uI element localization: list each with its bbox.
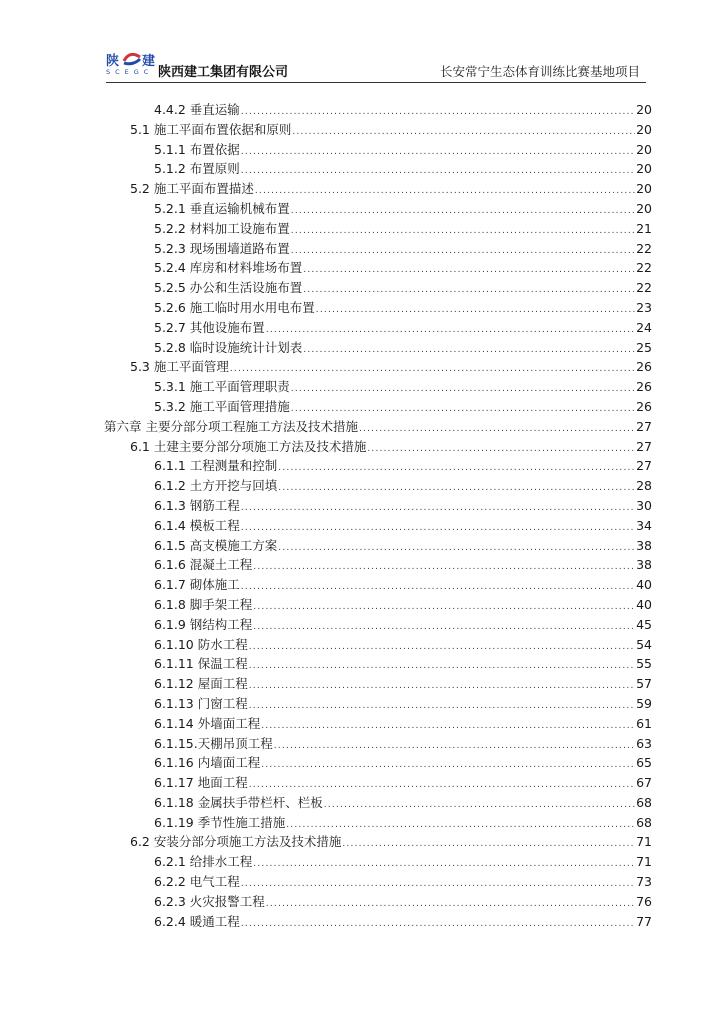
toc-entry-label: 6.1.3 钢筋工程 xyxy=(154,497,240,513)
toc-dot-leader xyxy=(241,103,635,123)
toc-entry[interactable] xyxy=(104,239,652,259)
toc-entry-page: 27 xyxy=(636,418,652,434)
toc-entry-label: 6.2 安装分部分项施工方法及技术措施 xyxy=(130,834,342,850)
toc-entry-label: 5.2.5 办公和生活设施布置 xyxy=(154,280,303,296)
toc-entry-label: 6.1.8 脚手架工程 xyxy=(154,596,253,612)
project-name: 长安常宁生态体育训练比赛基地项目 xyxy=(439,64,640,79)
toc-dot-leader xyxy=(274,737,635,757)
toc-dot-leader xyxy=(255,182,635,202)
toc-entry[interactable] xyxy=(104,912,652,932)
toc-entry[interactable] xyxy=(104,338,652,358)
toc-entry-label: 6.1.13 门窗工程 xyxy=(154,695,248,711)
toc-entry[interactable] xyxy=(104,476,652,496)
toc-entry-label: 6.2.4 暖通工程 xyxy=(154,913,240,929)
toc-entry-label: 6.1 土建主要分部分项施工方法及技术措施 xyxy=(130,438,367,454)
toc-entry-label: 5.2.1 垂直运输机械布置 xyxy=(154,200,290,216)
toc-entry-label: 6.1.17 地面工程 xyxy=(154,775,248,791)
toc-entry-page: 59 xyxy=(636,695,652,711)
logo-mark-icon xyxy=(122,51,142,67)
toc-dot-leader xyxy=(292,123,635,143)
toc-entry-label: 6.1.18 金属扶手带栏杆、栏板 xyxy=(154,794,323,810)
toc-entry-page: 67 xyxy=(636,775,652,791)
toc-entry-page: 71 xyxy=(636,834,652,850)
toc-entry-page: 22 xyxy=(636,280,652,296)
toc-entry[interactable] xyxy=(104,555,652,575)
toc-dot-leader xyxy=(261,756,635,776)
toc-entry-label: 6.1.7 砌体施工 xyxy=(154,577,240,593)
toc-dot-leader xyxy=(266,321,635,341)
toc-entry-label: 5.3.1 施工平面管理职责 xyxy=(154,379,290,395)
toc-entry-page: 77 xyxy=(636,913,652,929)
toc-entry[interactable] xyxy=(104,357,652,377)
toc-entry[interactable] xyxy=(104,377,652,397)
toc-entry-label: 5.2 施工平面布置描述 xyxy=(130,181,254,197)
toc-entry[interactable] xyxy=(104,100,652,120)
toc-entry[interactable] xyxy=(104,575,652,595)
toc-entry[interactable] xyxy=(104,179,652,199)
toc-entry-label: 第六章 主要分部分项工程施工方法及技术措施 xyxy=(104,418,358,434)
toc-dot-leader xyxy=(359,420,635,440)
toc-entry-page: 54 xyxy=(636,636,652,652)
toc-entry-label: 6.1.4 模板工程 xyxy=(154,517,240,533)
toc-entry-page: 34 xyxy=(636,517,652,533)
toc-dot-leader xyxy=(324,796,635,816)
page-header xyxy=(106,50,646,84)
toc-entry[interactable] xyxy=(104,595,652,615)
toc-entry-label: 6.1.15.天棚吊顶工程 xyxy=(154,735,273,751)
toc-entry-label: 5.1 施工平面布置依据和原则 xyxy=(130,121,292,137)
toc-entry[interactable] xyxy=(104,516,652,536)
logo-latin-text: SCEGC xyxy=(106,68,154,76)
toc-entry-page: 68 xyxy=(636,814,652,830)
toc-entry[interactable] xyxy=(104,832,652,852)
toc-entry-label: 5.2.6 施工临时用水用电布置 xyxy=(154,299,315,315)
toc-entry[interactable] xyxy=(104,753,652,773)
toc-dot-leader xyxy=(291,222,635,242)
logo-char-right: 建 xyxy=(142,54,156,69)
toc-entry-page: 38 xyxy=(636,557,652,573)
toc-entry-label: 5.2.7 其他设施布置 xyxy=(154,319,265,335)
toc-entry[interactable] xyxy=(104,892,652,912)
toc-entry-label: 5.1.2 布置原则 xyxy=(154,161,240,177)
toc-entry[interactable] xyxy=(104,694,652,714)
toc-entry-page: 30 xyxy=(636,497,652,513)
toc-entry[interactable] xyxy=(104,536,652,556)
toc-entry-page: 26 xyxy=(636,379,652,395)
toc-dot-leader xyxy=(303,341,635,361)
toc-entry[interactable] xyxy=(104,219,652,239)
toc-entry-page: 24 xyxy=(636,319,652,335)
toc-dot-leader xyxy=(241,143,635,163)
toc-entry-label: 6.1.11 保温工程 xyxy=(154,656,248,672)
toc-entry-label: 6.1.19 季节性施工措施 xyxy=(154,814,286,830)
toc-entry-page: 40 xyxy=(636,577,652,593)
toc-entry-page: 20 xyxy=(636,141,652,157)
toc-entry-label: 6.1.16 内墙面工程 xyxy=(154,755,261,771)
toc-dot-leader xyxy=(291,380,635,400)
toc-entry-label: 6.1.2 土方开挖与回填 xyxy=(154,478,278,494)
toc-entry-page: 20 xyxy=(636,102,652,117)
toc-dot-leader xyxy=(303,261,635,281)
toc-entry-label: 5.2.4 库房和材料堆场布置 xyxy=(154,260,303,276)
toc-entry[interactable] xyxy=(104,813,652,833)
toc-entry[interactable] xyxy=(104,120,652,140)
toc-entry-label: 6.1.12 屋面工程 xyxy=(154,676,248,692)
toc-dot-leader xyxy=(253,855,635,875)
toc-entry[interactable] xyxy=(104,714,652,734)
toc-entry-page: 20 xyxy=(636,181,652,197)
toc-entry[interactable] xyxy=(104,437,652,457)
toc-dot-leader xyxy=(253,618,635,638)
toc-entry[interactable] xyxy=(104,298,652,318)
toc-dot-leader xyxy=(316,301,635,321)
toc-entry[interactable] xyxy=(104,318,652,338)
toc-entry-label: 6.2.1 给排水工程 xyxy=(154,854,253,870)
toc-entry-label: 6.1.6 混凝土工程 xyxy=(154,557,253,573)
toc-dot-leader xyxy=(230,360,635,380)
toc-entry-label: 5.1.1 布置依据 xyxy=(154,141,240,157)
company-logo xyxy=(106,50,160,80)
toc-entry[interactable] xyxy=(104,397,652,417)
toc-entry-label: 5.2.2 材料加工设施布置 xyxy=(154,220,290,236)
toc-entry-page: 38 xyxy=(636,537,652,553)
toc-entry-page: 20 xyxy=(636,200,652,216)
toc-entry-label: 6.1.10 防水工程 xyxy=(154,636,248,652)
toc-entry-label: 5.2.3 现场围墙道路布置 xyxy=(154,240,290,256)
toc-dot-leader xyxy=(241,519,635,539)
toc-dot-leader xyxy=(249,677,635,697)
toc-dot-leader xyxy=(278,479,635,499)
toc-dot-leader xyxy=(241,499,635,519)
toc-entry-page: 26 xyxy=(636,359,652,375)
toc-entry-label: 6.1.14 外墙面工程 xyxy=(154,715,261,731)
toc-dot-leader xyxy=(249,697,635,717)
toc-dot-leader xyxy=(241,875,635,895)
table-of-contents xyxy=(104,100,652,931)
toc-entry-page: 61 xyxy=(636,715,652,731)
toc-entry-page: 28 xyxy=(636,478,652,494)
toc-entry-label: 5.3 施工平面管理 xyxy=(130,359,229,375)
toc-entry[interactable] xyxy=(104,654,652,674)
toc-entry-label: 5.3.2 施工平面管理措施 xyxy=(154,398,290,414)
toc-entry[interactable] xyxy=(104,734,652,754)
toc-entry[interactable] xyxy=(104,278,652,298)
toc-entry-label: 6.1.1 工程测量和控制 xyxy=(154,458,278,474)
toc-entry[interactable] xyxy=(104,773,652,793)
toc-dot-leader xyxy=(241,915,635,935)
toc-entry[interactable] xyxy=(104,456,652,476)
toc-dot-leader xyxy=(278,539,635,559)
toc-dot-leader xyxy=(303,281,635,301)
toc-dot-leader xyxy=(291,202,635,222)
toc-entry[interactable] xyxy=(104,159,652,179)
toc-entry[interactable] xyxy=(104,635,652,655)
toc-entry-page: 68 xyxy=(636,794,652,810)
toc-entry-page: 22 xyxy=(636,260,652,276)
toc-entry-label: 6.1.5 高支模施工方案 xyxy=(154,537,278,553)
toc-entry-page: 27 xyxy=(636,438,652,454)
toc-entry-page: 20 xyxy=(636,161,652,177)
company-name: 陕西建工集团有限公司 xyxy=(158,65,289,80)
toc-entry[interactable] xyxy=(104,417,652,437)
toc-dot-leader xyxy=(367,440,635,460)
toc-entry[interactable] xyxy=(104,258,652,278)
toc-entry-page: 71 xyxy=(636,854,652,870)
toc-entry[interactable] xyxy=(104,615,652,635)
toc-entry-page: 45 xyxy=(636,616,652,632)
toc-entry-label: 4.4.2 垂直运输 xyxy=(154,102,240,117)
toc-entry[interactable] xyxy=(104,674,652,694)
toc-dot-leader xyxy=(291,242,635,262)
toc-entry-page: 63 xyxy=(636,735,652,751)
toc-entry-page: 25 xyxy=(636,339,652,355)
toc-dot-leader xyxy=(241,578,635,598)
toc-entry-page: 65 xyxy=(636,755,652,771)
toc-entry-label: 6.2.3 火灾报警工程 xyxy=(154,893,265,909)
toc-dot-leader xyxy=(278,459,635,479)
toc-entry-page: 26 xyxy=(636,398,652,414)
toc-entry-page: 73 xyxy=(636,874,652,890)
toc-dot-leader xyxy=(241,162,635,182)
toc-entry[interactable] xyxy=(104,852,652,872)
toc-entry[interactable] xyxy=(104,140,652,160)
toc-entry-page: 23 xyxy=(636,299,652,315)
toc-dot-leader xyxy=(249,657,635,677)
toc-entry-page: 55 xyxy=(636,656,652,672)
toc-entry-label: 6.2.2 电气工程 xyxy=(154,874,240,890)
toc-entry-page: 57 xyxy=(636,676,652,692)
toc-entry-page: 22 xyxy=(636,240,652,256)
toc-dot-leader xyxy=(253,558,635,578)
toc-entry-page: 21 xyxy=(636,220,652,236)
logo-char-left: 陕 xyxy=(106,54,120,69)
toc-entry[interactable] xyxy=(104,496,652,516)
toc-dot-leader xyxy=(261,717,635,737)
toc-dot-leader xyxy=(253,598,635,618)
toc-entry[interactable] xyxy=(104,872,652,892)
toc-entry-label: 6.1.9 钢结构工程 xyxy=(154,616,253,632)
toc-entry-label: 5.2.8 临时设施统计计划表 xyxy=(154,339,303,355)
toc-entry[interactable] xyxy=(104,793,652,813)
toc-dot-leader xyxy=(342,835,635,855)
toc-entry-page: 27 xyxy=(636,458,652,474)
header-divider xyxy=(106,82,646,83)
toc-entry-page: 20 xyxy=(636,121,652,137)
toc-entry[interactable] xyxy=(104,199,652,219)
toc-dot-leader xyxy=(249,638,635,658)
toc-dot-leader xyxy=(266,895,635,915)
toc-entry-page: 76 xyxy=(636,893,652,909)
toc-entry-page: 40 xyxy=(636,596,652,612)
